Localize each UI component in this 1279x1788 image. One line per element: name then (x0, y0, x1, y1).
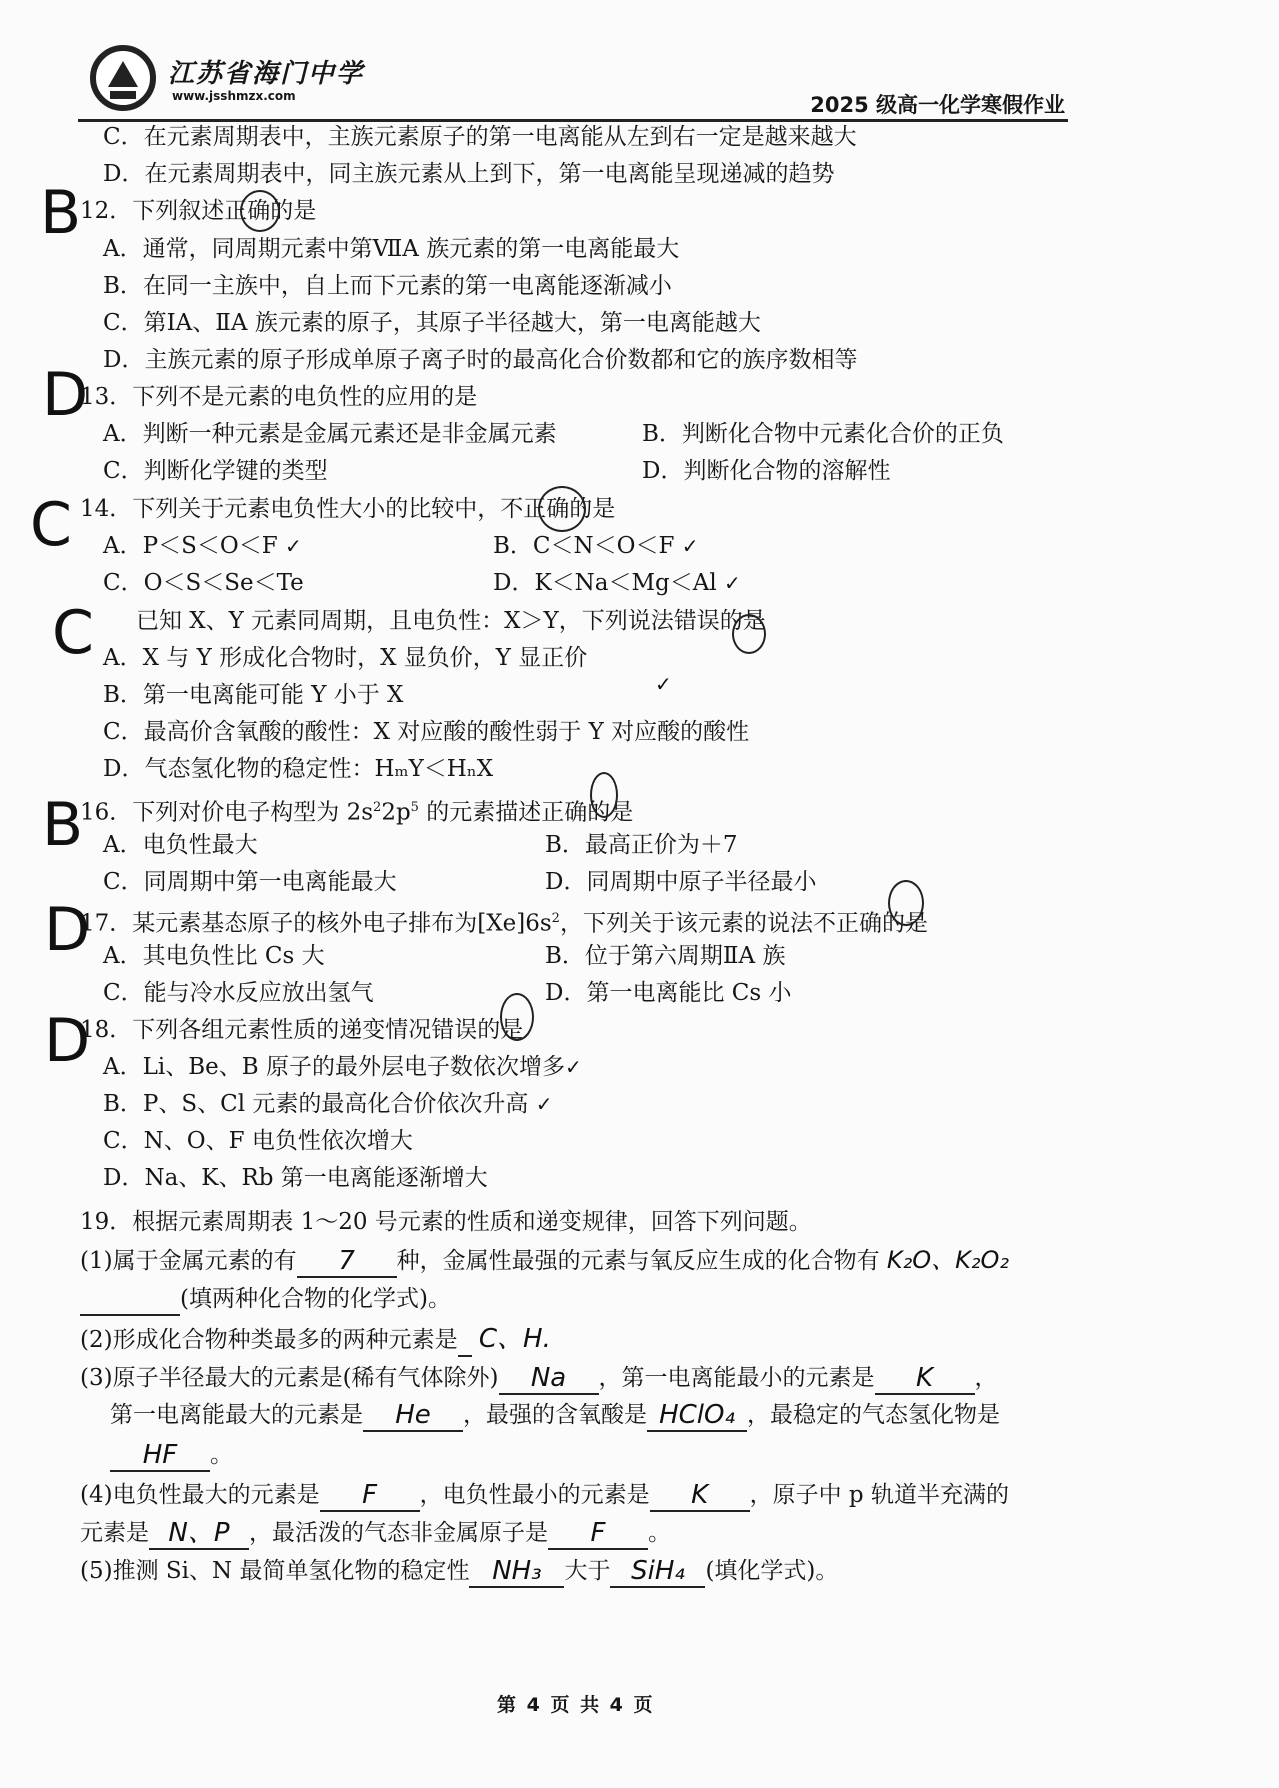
q11-option-d: D．在元素周期表中，同主族元素从上到下，第一电离能呈现递减的趋势 (103, 161, 835, 187)
q19-part1-line1: (1)属于金属元素的有 7 种，金属性最强的元素与氧反应生成的化合物有 K₂O、K₂O₂ (80, 1246, 1010, 1276)
circle-mark (732, 614, 766, 654)
q15-option-a: A．X 与 Y 形成化合物时，X 显负价，Y 显正价 (103, 645, 588, 671)
q12-option-d: D．主族元素的原子形成单原子离子时的最高化合价数都和它的族序数相等 (103, 347, 858, 373)
circle-mark (538, 486, 586, 532)
q15-option-d: D．气态氢化物的稳定性：HₘY＜HₙX (103, 756, 494, 782)
handwritten-answer: K₂O、K₂O₂ (886, 1246, 1010, 1274)
handwritten-answer-q13: D (42, 360, 89, 430)
check-mark-icon: ✓ (535, 1092, 553, 1116)
handwritten-answer-q15: C (52, 598, 94, 668)
answer-blank[interactable]: K (650, 1480, 750, 1512)
answer-blank[interactable]: 7 (297, 1246, 397, 1278)
q17-option-b: B．位于第六周期ⅡA 族 (545, 943, 786, 969)
q13-stem: 13．下列不是元素的电负性的应用的是 (80, 384, 478, 410)
q19-part1-line2: (填两种化合物的化学式)。 (80, 1284, 451, 1316)
q12-option-a: A．通常，同周期元素中第ⅦA 族元素的第一电离能最大 (103, 236, 680, 262)
q13-option-d: D．判断化合物的溶解性 (642, 458, 891, 484)
q19-part3-line3: HF 。 (110, 1440, 233, 1472)
q18-option-a: A．Li、Be、B 原子的最外层电子数依次增多✓ (103, 1054, 582, 1080)
school-url: www.jsshmzx.com (172, 89, 296, 103)
q13-option-c: C．判断化学键的类型 (103, 458, 328, 484)
handwritten-answer-q16: B (42, 790, 84, 860)
q14-stem: 14．下列关于元素电负性大小的比较中，不正确的是 (80, 496, 616, 522)
answer-blank[interactable]: N、P (149, 1518, 249, 1550)
check-mark-icon: ✓ (681, 534, 699, 558)
q16-option-a: A．电负性最大 (103, 832, 258, 858)
check-mark-icon: ✓ (655, 672, 672, 696)
answer-blank[interactable]: SiH₄ (610, 1556, 705, 1588)
q13-option-a: A．判断一种元素是金属元素还是非金属元素 (103, 421, 557, 447)
circle-mark (888, 880, 924, 926)
q14-option-a: A．P＜S＜O＜F ✓ (103, 533, 302, 559)
page-header (90, 45, 1065, 117)
q15-option-b: B．第一电离能可能 Y 小于 X (103, 682, 404, 708)
answer-blank[interactable]: NH₃ (469, 1556, 564, 1588)
q16-option-d: D．同周期中原子半径最小 (545, 869, 817, 895)
q18-option-d: D．Na、K、Rb 第一电离能逐渐增大 (103, 1165, 488, 1191)
q15-stem: 已知 X、Y 元素同周期，且电负性：X＞Y，下列说法错误的是 (136, 608, 766, 634)
check-mark-icon: ✓ (564, 1055, 582, 1079)
handwritten-answer: C、H. (478, 1324, 551, 1354)
q17-stem: 17．某元素基态原子的核外电子排布为$[Xe]6s^2$，下列关于该元素的说法不正确的是 (80, 910, 928, 937)
q12-option-b: B．在同一主族中，自上而下元素的第一电离能逐渐减小 (103, 273, 672, 299)
q18-option-b: B．P、S、Cl 元素的最高化合价依次升高 ✓ (103, 1091, 553, 1117)
answer-blank[interactable]: K (875, 1363, 975, 1395)
q17-option-d: D．第一电离能比 Cs 小 (545, 980, 792, 1006)
answer-blank[interactable]: F (548, 1518, 648, 1550)
school-name: 江苏省海门中学 (168, 59, 365, 89)
q12-stem: 12．下列叙述正确的是 (80, 198, 317, 224)
q16-stem: 16．下列对价电子构型为 $2s^22p^5$ 的元素描述正确的是 (80, 799, 634, 826)
handwritten-answer-q17: D (44, 895, 91, 965)
handwritten-answer-q18: D (44, 1006, 91, 1076)
header-title: 2025 级高一化学寒假作业 (810, 93, 1065, 117)
q11-option-c: C．在元素周期表中，主族元素原子的第一电离能从左到右一定是越来越大 (103, 124, 857, 150)
q18-stem: 18．下列各组元素性质的递变情况错误的是 (80, 1017, 524, 1043)
q19-part2: (2)形成化合物种类最多的两种元素是 C、H. (80, 1324, 551, 1357)
q19-part4-line2: 元素是 N、P ，最活泼的气态非金属原子是 F 。 (80, 1518, 671, 1548)
q19-part5: (5)推测 Si、N 最简单氢化物的稳定性 NH₃ 大于 SiH₄ (填化学式)。 (80, 1556, 839, 1586)
circle-mark (240, 190, 280, 232)
q14-option-d: D．K＜Na＜Mg＜Al ✓ (493, 570, 741, 596)
check-mark-icon: ✓ (724, 571, 741, 595)
q19-part3-line2: 第一电离能最大的元素是 He ，最强的含氧酸是 HClO₄ ，最稳定的气态氢化物是 (110, 1400, 1000, 1430)
q17-option-c: C．能与冷水反应放出氢气 (103, 980, 374, 1006)
check-mark-icon: ✓ (284, 534, 302, 558)
answer-blank[interactable]: Na (499, 1363, 599, 1395)
handwritten-answer-q12: B (40, 178, 82, 248)
answer-blank[interactable]: HClO₄ (647, 1400, 747, 1432)
q18-option-c: C．N、O、F 电负性依次增大 (103, 1128, 413, 1154)
answer-blank[interactable]: He (363, 1400, 463, 1432)
page-number: 第 4 页 共 4 页 (497, 1694, 655, 1716)
school-logo-icon (90, 45, 156, 111)
q19-stem: 19．根据元素周期表 1～20 号元素的性质和递变规律，回答下列问题。 (80, 1209, 812, 1235)
q16-option-c: C．同周期中第一电离能最大 (103, 869, 397, 895)
q14-option-c: C．O＜S＜Se＜Te (103, 570, 304, 596)
q14-option-b: B．C＜N＜O＜F ✓ (493, 533, 699, 559)
q16-option-b: B．最高正价为＋7 (545, 832, 738, 858)
answer-blank[interactable]: F (320, 1480, 420, 1512)
q13-option-b: B．判断化合物中元素化合价的正负 (642, 421, 1004, 447)
answer-blank[interactable] (80, 1284, 180, 1316)
q19-part4-line1: (4)电负性最大的元素是 F ，电负性最小的元素是 K ，原子中 p 轨道半充满的 (80, 1480, 1009, 1510)
circle-mark (500, 993, 534, 1041)
q19-part3-line1: (3)原子半径最大的元素是(稀有气体除外) Na ，第一电离能最小的元素是 K ， (80, 1363, 998, 1393)
q17-option-a: A．其电负性比 Cs 大 (103, 943, 325, 969)
answer-blank[interactable] (458, 1325, 472, 1357)
q15-option-c: C．最高价含氧酸的酸性：X 对应酸的酸性弱于 Y 对应酸的酸性 (103, 719, 750, 745)
q12-option-c: C．第ⅠA、ⅡA 族元素的原子，其原子半径越大，第一电离能越大 (103, 310, 761, 336)
answer-blank[interactable]: HF (110, 1440, 210, 1472)
handwritten-answer-q14: C (30, 490, 72, 560)
circle-mark (590, 772, 618, 818)
